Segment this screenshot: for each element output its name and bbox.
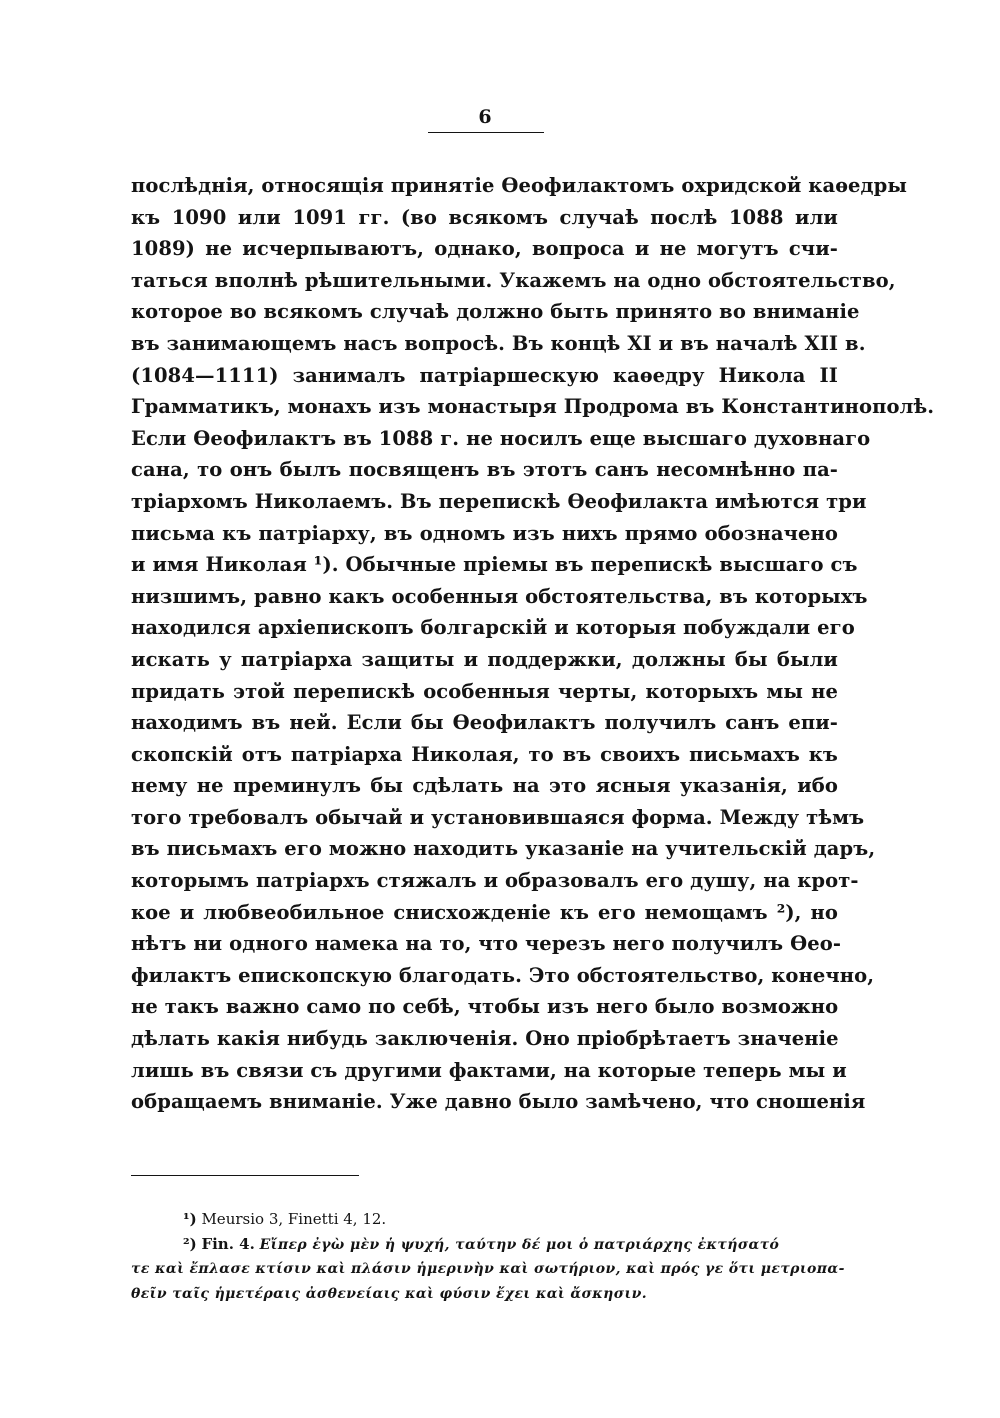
footnotes	[131, 1207, 845, 1307]
text-line: послѣднія, относящія принятіе Ѳеофилактомъ охридской каѳедры	[131, 174, 908, 197]
footnote-2-mark: ²)	[183, 1235, 197, 1253]
text-line: сана, то онъ былъ посвященъ въ этотъ санъ несомнѣнно па-	[131, 458, 838, 482]
text-line: нѣтъ ни одного намека на то, что черезъ него получилъ Ѳео-	[131, 932, 842, 956]
text-line: въ занимающемъ насъ вопросѣ. Въ концѣ XI и въ началѣ XII в.	[131, 331, 866, 355]
text-line: искать у патріарха защиты и поддержки, должны бы были	[131, 647, 838, 671]
footnote-1-text: Meursio 3, Finetti 4, 12.	[201, 1210, 387, 1228]
text-line: низшимъ, равно какъ особенныя обстоятельства, въ которыхъ	[131, 584, 868, 608]
text-line: скопскій отъ патріарха Николая, то въ своихъ письмахъ къ	[131, 742, 838, 766]
text-line: которымъ патріархъ стяжалъ и образовалъ его душу, на крот-	[131, 869, 859, 893]
text-line: нему не преминулъ бы сдѣлать на это ясныя указанія, ибо	[131, 774, 838, 798]
text-line: не такъ важно само по себѣ, чтобы изъ него было возможно	[131, 995, 839, 1019]
footnote-2	[131, 1232, 838, 1257]
footnote-separator	[131, 1175, 359, 1176]
text-line: тріархомъ Николаемъ. Въ перепискѣ Ѳеофилакта имѣются три	[131, 489, 867, 513]
text-line: дѣлать какія нибудь заключенія. Оно пріобрѣтаетъ значеніе	[131, 1027, 839, 1051]
text-line: придать этой перепискѣ особенныя черты, которыхъ мы не	[131, 679, 838, 703]
text-line: находимъ въ ней. Если бы Ѳеофилактъ получилъ санъ епи-	[131, 711, 838, 735]
main-text	[131, 170, 935, 1118]
footnote-2-greek-line-1: Εἴπερ ἐγὼ μὲν ἡ ψυχή, ταύτην δέ μοι ὁ πατριάρχης ἐκτήσατό	[259, 1237, 780, 1253]
footnote-1	[131, 1207, 838, 1232]
text-line: письма къ патріарху, въ одномъ изъ нихъ прямо обозначено	[131, 521, 838, 545]
footnote-2-greek-line-3: θεῖν ταῖς ἡμετέραις ἀσθενείαις καὶ φύσιν ἔχει καὶ ἄσκησιν.	[131, 1286, 648, 1302]
text-line: филактъ епископскую благодать. Это обстоятельство, конечно,	[131, 963, 875, 987]
text-line: и имя Николая ¹). Обычные пріемы въ перепискѣ высшаго съ	[131, 553, 858, 577]
text-line: Грамматикъ, монахъ изъ монастыря Продрома въ Константинополѣ.	[131, 395, 935, 419]
text-line: которое во всякомъ случаѣ должно быть принято во вниманіе	[131, 300, 860, 324]
text-line: лишь въ связи съ другими фактами, на которые теперь мы и	[131, 1058, 847, 1082]
text-line: Если Ѳеофилактъ въ 1088 г. не носилъ еще высшаго духовнаго	[131, 426, 871, 450]
text-line: таться вполнѣ рѣшительными. Укажемъ на одно обстоятельство,	[131, 268, 896, 292]
text-line: кое и любвеобильное снисхожденіе къ его немощамъ ²), но	[131, 900, 838, 924]
text-line: въ письмахъ его можно находить указаніе на учительскій даръ,	[131, 837, 876, 861]
footnote-1-mark: ¹)	[183, 1210, 197, 1228]
text-line: 1089) не исчерпываютъ, однако, вопроса и не могутъ счи-	[131, 237, 838, 261]
text-line: того требовалъ обычай и установившаяся форма. Между тѣмъ	[131, 805, 865, 829]
footnote-2-greek-line-2: τε καὶ ἔπλασε κτίσιν καὶ πλάσιν ἡμερινὴν καὶ σωτήριον, καὶ πρός γε ὅτι μετριοπα-	[131, 1261, 845, 1277]
text-line: обращаемъ вниманіе. Уже давно было замѣчено, что сношенія	[131, 1090, 866, 1114]
text-line: находился архіепископъ болгарскій и которыя побуждали его	[131, 616, 855, 640]
text-line: (1084—1111) занималъ патріаршескую каѳедру Никола II	[131, 363, 838, 387]
header-rule	[428, 132, 544, 133]
text-line: къ 1090 или 1091 гг. (во всякомъ случаѣ послѣ 1088 или	[131, 205, 838, 229]
footnote-2-ref: Fin. 4.	[201, 1235, 255, 1253]
page-number: 6	[478, 106, 492, 128]
